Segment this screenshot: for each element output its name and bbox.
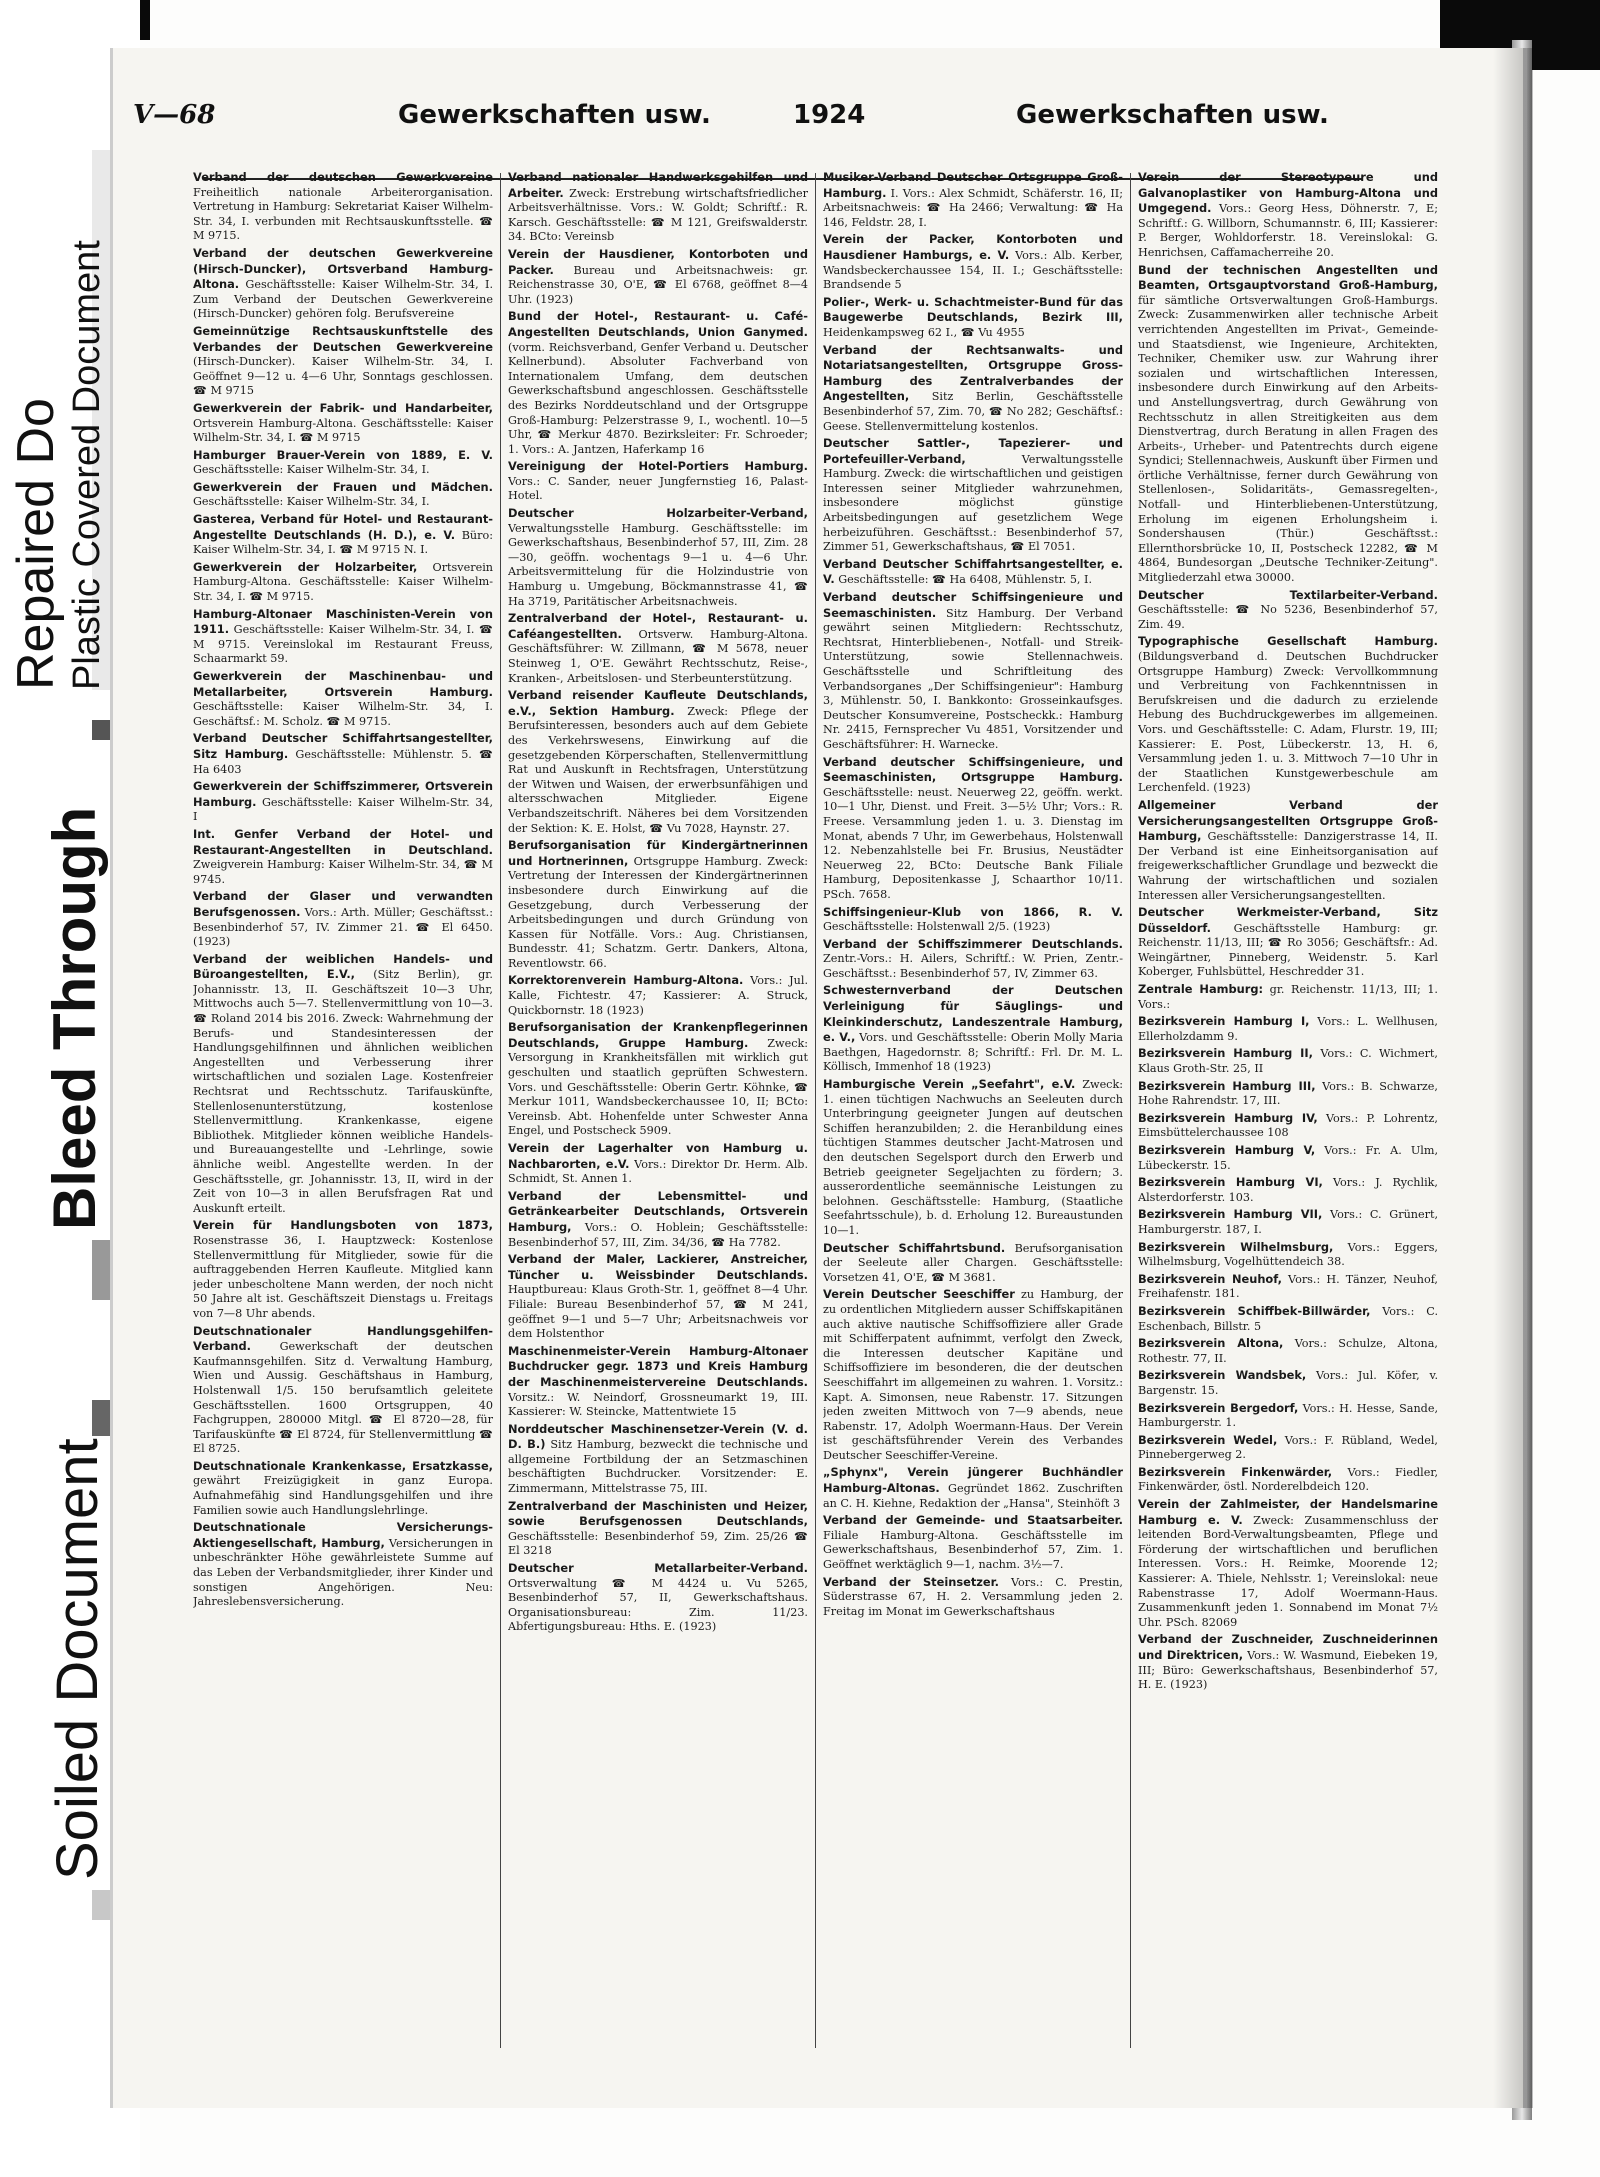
directory-entry	[193, 1459, 493, 1518]
entry-title: Verein der Zahlmeister, der Handelsmarine Hamburg e. V.	[1138, 1497, 1438, 1527]
entry-text: Geschäftsstelle: Danzigerstrasse 14, II. Der Verband ist eine Einheitsorganisation auf freigewerkschaftlicher Grundlage und bezweckt die Wahrung der wirtschaftlichen und sozialen Interessen aller Versicherungsangestellten.	[1138, 830, 1438, 902]
entry-title: Verband der Rechtsanwalts- und Notariatsangestellten, Ortsgruppe Gross-Hamburg des Zentralverbandes der Angestellten,	[823, 342, 1123, 404]
directory-entry	[508, 247, 808, 307]
entry-text: Vors.: W. Wasmund, Eiebeken 19, III; Büro: Gewerkschaftshaus, Besenbinderhof 57, H. E. (1923)	[1138, 1649, 1438, 1692]
entry-text: (Sitz Berlin), gr. Johannisstr. 13, II. Geschäftszeit 10—3 Uhr, Mittwochs auch 5—7. Stellenvermittlung von 10—3. ☎ Roland 2014 bis 2016. Zweck: Wahrnehmung der Berufs- und Standesinteressen der Handlungsgehilfinnen und ähnlichen weiblichen Angestellten und Verbesserung ihrer wirtschaftlichen und sozialen Lage. Kostenfreier Rechtsrat und Rechtsschutz. Tarifauskünfte, Stellenlosenunterstützung, kostenlose Stellenvermittlung. Krankenkasse, eigene Bibliothek. Mitglieder können weibliche Handels- und Bureauangestellte und -Lehrlinge, sowie ähnliche weibl. Angestellte werden. In der Geschäftsstelle, gr. Johannisstr. 13, II, wird in der Zeit von 10—3 in allen Berufsfragen Rat und Auskunft erteilt.	[193, 968, 493, 1215]
entry-title: Schiffsingenieur-Klub von 1866, R. V.	[823, 904, 1123, 919]
entry-title: Verein der Packer, Kontorboten und Hausdiener Hamburgs, e. V.	[823, 232, 1123, 262]
entry-title: Gemeinnützige Rechtsauskunftstelle des Verbandes der Deutschen Gewerkvereine	[193, 323, 493, 354]
entry-title: Bezirksverein Bergedorf,	[1138, 1400, 1299, 1415]
directory-entry	[823, 905, 1123, 935]
entry-title: Verband Deutscher Schiffahrtsangestellter, Sitz Hamburg.	[193, 731, 493, 761]
entry-text: zu Hamburg, der zu ordentlichen Mitgliedern ausser Schiffskapitänen auch aktive nautische Schiffsoffiziere aller Grade mit Schifferpatent aufnimmt, verfolgt den Zweck, die Interessen deutscher Kapitäne und Schiffsoffiziere im besonderen, die der deutschen Seeschiffahrt im allgemeinen zu wahren. 1. Vorsitz.: Kapt. A. Simonsen, neue Rabenstr. 17. Sitzungen jeden zweiten Mittwoch von 7—9 abends, neue Rabenstr. 17, Adolph Woermann-Haus. Der Verein ist geschäftsführender Verein des Verbandes Deutscher Seeschiffer-Vereine.	[823, 1288, 1123, 1462]
entry-text: Vors.: C. Eschenbach, Billstr. 5	[1138, 1304, 1438, 1333]
entry-title: Musiker-Verband Deutscher Ortsgruppe Groß-Hamburg.	[823, 170, 1123, 200]
entry-title: Deutscher Metallarbeiter-Verband.	[508, 1561, 808, 1576]
column-rule	[500, 173, 501, 2048]
entry-text: Vors.: H. Tänzer, Neuhof, Freihafenstr. 181.	[1138, 1272, 1438, 1301]
directory-entry	[193, 401, 493, 446]
entry-title: Berufsorganisation für Kindergärtnerinnen und Hortnerinnen,	[508, 838, 808, 868]
directory-entry	[1138, 1465, 1438, 1495]
directory-entry	[1138, 1368, 1438, 1398]
entry-title: Bezirksverein Hamburg IV,	[1138, 1110, 1318, 1125]
directory-entry	[508, 1252, 808, 1342]
entry-title: Bezirksverein Hamburg VII,	[1138, 1207, 1323, 1222]
entry-text: Geschäftsstelle: Kaiser Wilhelm-Str. 34, I	[193, 795, 493, 824]
entry-title: Verein der Stereotypeure und Galvanoplastiker von Hamburg-Altona und Umgegend.	[1138, 170, 1438, 216]
entry-text: Zweigverein Hamburg: Kaiser Wilhelm-Str. 34, ☎ M 9745.	[193, 858, 493, 886]
entry-title: Verband der deutschen Gewerkvereine	[193, 170, 493, 184]
label-repaired-document: Repaired Do	[7, 398, 65, 690]
directory-entry	[508, 459, 808, 504]
entry-title: Korrektorenverein Hamburg-Altona.	[508, 973, 744, 988]
entry-title: Deutscher Werkmeister-Verband, Sitz Düsseldorf.	[1138, 905, 1438, 935]
directory-entry	[1138, 1240, 1438, 1270]
entry-title: Vereinigung der Hotel-Portiers Hamburg.	[508, 459, 808, 474]
entry-title: Verband der Schiffszimmerer Deutschlands.	[823, 936, 1123, 951]
directory-entry	[1138, 170, 1438, 261]
directory-entry	[1138, 1175, 1438, 1205]
directory-entry	[1138, 1336, 1438, 1366]
directory-entry	[193, 560, 493, 605]
entry-title: Deutschnationale Versicherungs-Aktiengesellschaft, Hamburg,	[193, 1520, 493, 1550]
page-number: V—68	[133, 100, 216, 130]
entry-title: Bezirksverein Neuhof,	[1138, 1271, 1282, 1286]
entry-title: Bezirksverein Finkenwärder,	[1138, 1464, 1333, 1479]
entry-text: für sämtliche Ortsverwaltungen Groß-Hamburgs. Zweck: Zusammenwirken aller technische Arbeit verrichtenden Angestellten im Privat-, Gemeinde- und Staatsdienst, wie Ingenieure, Architekten, Techniker, Chemiker usw. zur Wahrung ihrer sozialen und wirtschaftlichen Interessen, insbesondere durch Einwirkung auf den Arbeits- und Anstellungsvertrag, durch Gewährung von Rechtsschutz in allen Streitigkeiten aus dem Dienstvertrag, durch Beratung in allen Fragen des Arbeits-, Urheber- und Patentrechts durch eigene Syndici; Stellennachweis, Auskunft über Firmen und örtliche Verhältnisse, ferner durch Gewährung von Stellenlosen-, Solidaritäts-, Gemassregelten-, Notfall- und Hinterbliebenen-Unterstützung, Erholung im eigenen Erholungsheim i. Sondershausen (Thür.) Geschäftsst.: Ellernthorsbrücke 10, II, Postscheck 12282, ☎ M 4864, Bundesorgan „Deutsche Techniker-Zeitung". Mitgliederzahl etwa 30000.	[1138, 293, 1438, 585]
entry-text: Vors.: Arth. Müller; Geschäftsst.: Besenbinderhof 57, IV. Zimmer 21. ☎ El 6450. (1923)	[193, 905, 493, 949]
entry-title: Verein der Lagerhalter von Hamburg u. Nachbarorten, e.V.	[508, 1141, 808, 1171]
entry-text: Ortsgruppe Hamburg. Zweck: Vertretung der Interessen der Kindergärtnerinnen insbesondere durch Einwirkung auf die Gesetzgebung, durch Verbesserung der Arbeitsbedingungen und durch Gründung von Kassen für Notfälle. Vors.: Aug. Christiansen, Bundesstr. 41; Schatzm. Gertr. Dankers, Altona, Reventlowstr. 66.	[508, 854, 808, 970]
entry-text: Zweck: 1. einen tüchtigen Nachwuchs an Seeleuten durch Unterbringung geeigneter Jungen auf deutschen Schiffen heranzubilden; 2. die Heranbildung eines tüchtigen Stammes deutscher Jacht-Matrosen und den deutschen Segelsport durch den Erwerb und Betrieb geeigneter Segeljachten zu fördern; 3. ausserordentliche seemännische Leistungen zu belohnen. Geschäftsstelle: Hamburg, (Staatliche Seefahrtsschule), b. d. Erholung 12. Bureaustunden 10—1.	[823, 1078, 1123, 1237]
directory-entry	[193, 779, 493, 825]
entry-text: Vors.: C. Sander, neuer Jungfernstieg 16, Palast-Hotel.	[508, 474, 808, 503]
directory-entry	[823, 343, 1123, 435]
entry-title: Verband der Glaser und verwandten Berufsgenossen.	[193, 889, 493, 919]
directory-entry	[1138, 588, 1438, 633]
entry-title: Deutscher Sattler-, Tapezierer- und Portefeuiller-Verband,	[823, 436, 1123, 466]
entry-text: Ortsverein Hamburg-Altona. Geschäftsstelle: Kaiser Wilhelm-Str. 34, I. ☎ M 9715.	[193, 560, 493, 604]
entry-title: Berufsorganisation der Krankenpflegerinnen Deutschlands, Gruppe Hamburg.	[508, 1020, 808, 1050]
directory-entry	[1138, 1433, 1438, 1463]
directory-entry	[193, 480, 493, 510]
entry-title: Allgemeiner Verband der Versicherungsangestellten Ortsgruppe Groß-Hamburg,	[1138, 797, 1438, 844]
directory-entry	[823, 937, 1123, 982]
entry-title: Bezirksverein Wandsbek,	[1138, 1368, 1307, 1383]
directory-entry	[508, 309, 808, 457]
entry-title: Gewerkverein der Maschinenbau- und Metallarbeiter, Ortsverein Hamburg.	[193, 669, 493, 699]
entry-text: Geschäftsstelle: Kaiser Wilhelm-Str. 34, I. ☎ M 9715. Vereinslokal im Restaurant Freuss, Schaarmarkt 59.	[193, 623, 493, 666]
directory-entry	[508, 688, 808, 836]
entry-title: Hamburg-Altonaer Maschinisten-Verein von 1911.	[193, 606, 493, 637]
entry-title: Verband Deutscher Schiffahrtsangestellter, e. V.	[823, 556, 1123, 587]
entry-text: Hauptbureau: Klaus Groth-Str. 1, geöffnet 8—4 Uhr. Filiale: Bureau Besenbinderhof 57, ☎ M 241, geöffnet 9—1 und 5—7 Uhr; Arbeitsnachweis vor dem Holstenthor	[508, 1283, 808, 1341]
entry-title: Deutscher Holzarbeiter-Verband,	[508, 506, 808, 521]
directory-entry	[193, 607, 493, 667]
entry-title: Typographische Gesellschaft Hamburg.	[1138, 634, 1438, 649]
directory-entry	[823, 1287, 1123, 1463]
directory-entry	[823, 1241, 1123, 1286]
directory-entry	[823, 557, 1123, 588]
entry-text: Vors.: Jul. Kalle, Fichtestr. 47; Kassierer: A. Struck, Quickbornstr. 18 (1923)	[508, 974, 808, 1017]
directory-entry	[508, 170, 808, 245]
entry-text: Versicherungen in unbeschränkter Höhe gewährleistete Summe auf das Leben der Verbandsmitglieder, ihrer Kinder und sonstigen Angehörigen. Neu: Jahreslebensversicherung.	[193, 1536, 493, 1609]
directory-entry	[193, 1324, 493, 1457]
entry-title: Zentralverband der Maschinisten und Heizer, sowie Berufsgenossen Deutschlands,	[508, 1498, 808, 1529]
directory-entry	[193, 246, 493, 322]
entry-title: Bezirksverein Hamburg VI,	[1138, 1175, 1323, 1190]
directory-entry	[1138, 1014, 1438, 1044]
entry-title: Verband der deutschen Gewerkvereine (Hirsch-Duncker), Ortsverband Hamburg-Altona.	[193, 245, 493, 292]
entry-title: Bezirksverein Hamburg III,	[1138, 1078, 1316, 1093]
entry-text: Vors.: H. Hesse, Sande, Hamburgerstr. 1.	[1138, 1401, 1438, 1430]
label-soiled-document: Soiled Document	[45, 1438, 110, 1880]
entry-text: Heidenkampsweg 62 I., ☎ Vu 4955	[823, 325, 1025, 339]
entry-text: Ortsverw. Hamburg-Altona. Geschäftsführer: W. Zillmann, ☎ M 5678, neuer Steinweg 1, O'E. Gewährt Rechtsschutz, Reise-, Kranken-, Arbeitslosen- und Sterbeunterstützung.	[508, 627, 808, 685]
entry-title: Verband der Lebensmittel- und Getränkearbeiter Deutschlands, Ortsverein Hamburg,	[508, 1188, 808, 1234]
directory-entry	[823, 232, 1123, 292]
directory-entry	[1138, 1632, 1438, 1692]
entry-text: Geschäftsstelle: Holstenwall 2/5. (1923)	[823, 920, 1051, 934]
entry-title: Verband der weiblichen Handels- und Büroangestellten, E.V.,	[193, 951, 493, 982]
directory-entry	[508, 506, 808, 609]
binding-shadow	[1493, 48, 1533, 2108]
directory-entry	[508, 1499, 808, 1559]
entry-text: Ortsverwaltung ☎ M 4424 u. Vu 5265, Besenbinderhof 57, II, Gewerkschaftshaus. Organisationsbureau: Zim. 11/23. Abfertigungsbureau: Hths. E. (1923)	[508, 1576, 808, 1634]
directory-entry	[1138, 1497, 1438, 1630]
entry-text: Bureau und Arbeitsnachweis: gr. Reichenstrasse 30, O'E, ☎ El 6768, geöffnet 8—4 Uhr. (1923)	[508, 263, 808, 306]
entry-text: (Bildungsverband d. Deutschen Buchdrucker Ortsgruppe Hamburg) Zweck: Vervollkommnung und Verbreitung von Fachkenntnissen in Berufskreisen und die dadurch zu erzielende Hebung des Buchdruckgewerbes im allgemeinen. Vors. und Geschäftsstelle: C. Adam, Flurstr. 19, III; Kassierer: E. Post, Lübeckerstr. 13, H. 6, Versammlung jeden 1. u. 3. Mittwoch 7—10 Uhr in der Staatlichen Kunstgewerbeschule am Lerchenfeld. (1923)	[1138, 650, 1438, 795]
entry-text: Vors.: P. Lohrentz, Eimsbüttelerchaussee 108	[1138, 1111, 1438, 1140]
directory-entry	[823, 170, 1123, 230]
entry-title: Zentralverband der Hotel-, Restaurant- u. Caféangestellten.	[508, 611, 808, 641]
directory-entry	[1138, 1111, 1438, 1141]
entry-title: Bezirksverein Altona,	[1138, 1336, 1284, 1351]
directory-entry	[1138, 1304, 1438, 1334]
directory-entry	[1138, 1046, 1438, 1076]
entry-title: Verein der Hausdiener, Kontorboten und Packer.	[508, 246, 808, 277]
entry-text: Geschäftsstelle Hamburg: gr. Reichenstr. 11/13, III; ☎ Ro 3056; Geschäftsfr.: Ad. Weingärtner, Pinneberg, Weidenstr. 5. Karl Koberger, Fuhlsbüttel, Heschredder 31.	[1138, 921, 1438, 979]
directory-entry	[1138, 1401, 1438, 1431]
entry-text: Vors.: Georg Hess, Döhnerstr. 7, E; Schriftf.: G. Willborn, Schumannstr. 6, III; Kassierer: P. Berger, Wohldorferstr. 18. Vereinslokal: G. Henrichsen, Caffamacherreihe 20.	[1138, 202, 1438, 259]
directory-entry	[508, 1344, 808, 1420]
entry-title: Hamburger Brauer-Verein von 1889, E. V.	[193, 447, 493, 462]
column-4	[1138, 170, 1438, 2050]
entry-text: Ortsverein Hamburg-Altona. Geschäftsstelle: Kaiser Wilhelm-Str. 34, I. ☎ M 9715	[193, 416, 493, 445]
entry-title: Verband der Gemeinde- und Staatsarbeiter.	[823, 1513, 1123, 1528]
entry-title: Deutschnationale Krankenkasse, Ersatzkasse,	[193, 1458, 493, 1473]
entry-title: Verband nationaler Handwerksgehilfen und Arbeiter.	[508, 170, 808, 200]
entry-text: Gegründet 1862. Zuschriften an C. H. Kiehne, Redaktion der „Hansa", Steinhöft 3	[823, 1482, 1123, 1510]
directory-entry	[193, 889, 493, 949]
entry-title: Schwesternverband der Deutschen Verleinigung für Säuglings- und Kleinkinderschutz, Landeszentrale Hamburg, e. V.,	[823, 983, 1123, 1045]
directory-entry	[823, 590, 1123, 753]
directory-entry	[193, 170, 493, 244]
entry-text: Verwaltungsstelle Hamburg. Geschäftsstelle: im Gewerkschaftshaus, Besenbinderhof 57, III, Zim. 28—30, geöffn. wochentags 9—1 u. 4—6 Uhr. Arbeitsvermittelung für die Holzindustrie von Hamburg u. Umgebung, Böckmannstrasse 41, ☎ Ha 3719, Paritätischer Arbeitsnachweis.	[508, 521, 808, 608]
directory-entry	[1138, 1079, 1438, 1109]
directory-entry	[1138, 982, 1438, 1012]
entry-title: Maschinenmeister-Verein Hamburg-Altonaer Buchdrucker gegr. 1873 und Kreis Hamburg der Maschinenmeistervereine Deutschlands.	[508, 1343, 808, 1389]
entry-text: gr. Reichenstr. 11/13, III; 1. Vors.:	[1138, 983, 1438, 1011]
entry-text: Sitz Hamburg, bezweckt die technische und allgemeine Fortbildung der an Setzmaschinen beschäftigten Buchdrucker. Vorsitzender: E. Zimmermann, Mittelstrasse 75, III.	[508, 1438, 808, 1496]
entry-title: Verband reisender Kaufleute Deutschlands, e.V., Sektion Hamburg.	[508, 688, 808, 718]
entry-title: Bezirksverein Wilhelmsburg,	[1138, 1239, 1334, 1254]
directory-entry	[823, 1077, 1123, 1239]
entry-text: gewährt Freizügigkeit in ganz Europa. Aufnahmefähig sind Handlungsgehilfen und ihre Familien sowie auch Handlungslehrlinge.	[193, 1474, 493, 1517]
directory-entry	[823, 436, 1123, 555]
directory-entry	[1138, 905, 1438, 980]
entry-title: Bezirksverein Hamburg I,	[1138, 1014, 1310, 1029]
entry-text: Geschäftsstelle: Mühlenstr. 5. ☎ Ha 6403	[193, 747, 493, 776]
entry-title: Norddeutscher Maschinensetzer-Verein (V. d. D. B.)	[508, 1421, 808, 1452]
directory-page	[110, 48, 1527, 2108]
entry-title: Hamburgische Verein „Seefahrt", e.V.	[823, 1077, 1076, 1092]
directory-entry	[193, 731, 493, 777]
running-title-right: Gewerkschaften usw.	[1016, 100, 1329, 130]
entry-text: Vors. und Geschäftsstelle: Oberin Molly Maria Baethgen, Hagedornstr. 8; Schriftf.: Frl. Dr. M. L. Köllisch, Immenhof 18 (1923)	[823, 1031, 1123, 1074]
entry-text: Gewerkschaft der deutschen Kaufmannsgehilfen. Sitz d. Verwaltung Hamburg, Wien und Aussig. Geschäftshaus in Hamburg, Holstenwall 1/5. 150 berufsamtlich geleitete Geschäftsstellen. 1600 Ortsgruppen, 40 Fachgruppen, 280000 Mitgl. ☎ El 8720—28, für Tarifauskünfte ☎ El 8724, für Stellenvermittlung ☎ El 8725.	[193, 1340, 493, 1456]
entry-title: Deutscher Schiffahrtsbund.	[823, 1240, 1006, 1255]
entry-title: Gewerkverein der Holzarbeiter,	[193, 559, 418, 574]
entry-text: Vors.: C. Grünert, Hamburgerstr. 187, I.	[1138, 1208, 1438, 1236]
running-title-left: Gewerkschaften usw.	[398, 100, 711, 130]
entry-text: Verwaltungsstelle Hamburg. Zweck: die wirtschaftlichen und geistigen Interessen seiner Mitglieder wahrzunehmen, insbesondere möglichst günstige Arbeitsbedingungen auf gesetzlichem Wege herbeizuführen. Geschäftsst.: Besenbinderhof 57, Zimmer 51, Gewerkschaftshaus, ☎ El 7051.	[823, 452, 1123, 554]
entry-text: Vors.: C. Wichmert, Klaus Groth-Str. 25, II	[1138, 1047, 1438, 1076]
entry-title: Gewerkverein der Frauen und Mädchen.	[193, 479, 493, 494]
entry-text: Geschäftsstelle: Besenbinderhof 59, Zim. 25/26 ☎ El 3218	[508, 1529, 808, 1558]
entry-text: Vors.: Alb. Kerber, Wandsbeckerchaussee 154, II. I.; Geschäftsstelle: Brandsende 5	[823, 248, 1123, 292]
entry-text: Zweck: Pflege der Berufsinteressen, besonders auch auf dem Gebiete des Verkehrswesens, Einwirkung auf die gesetzgebenden Körperschaften, Stellenvermittlung Rat und Auskunft in Rechtsfragen, Unterstützung der Witwen und Waisen, der erwerbsunfähigen und altersschwachen Mitglieder. Eigene Verbandszeitschrift. Näheres bei dem Vorsitzenden der Sektion: K. E. Holst, ☎ Vu 7028, Haynstr. 27.	[508, 704, 808, 835]
directory-entry	[193, 324, 493, 399]
directory-entry	[508, 611, 808, 686]
directory-entry	[193, 952, 493, 1217]
entry-title: Deutschnationaler Handlungsgehilfen-Verband.	[193, 1323, 493, 1354]
entry-text: Freiheitlich nationale Arbeiterorganisation. Vertretung in Hamburg: Sekretariat Kaiser Wilhelm-Str. 34, I. verbunden mit Rechtsauskunftsstelle. ☎ M 9715.	[193, 185, 493, 243]
directory-entry	[508, 1141, 808, 1187]
entry-title: Bezirksverein Wedel,	[1138, 1432, 1278, 1447]
entry-text: (vorm. Reichsverband, Genfer Verband u. Deutscher Kellnerbund). Absoluter Fachverband von Internationalem Umfang, dem deutschen Gewerkschaftsbund angeschlossen. Geschäftsstelle des Bezirks Norddeutschland und der Ortsgruppe Groß-Hamburg: Pelzerstrasse 9, I., wochentl. 10—5 Uhr, ☎ Merkur 4870. Bezirksleiter: Fr. Schroeder; 1. Vors.: A. Jantzen, Haferkamp 16	[508, 340, 808, 456]
entry-text: Vors.: F. Rübland, Wedel, Pinnebergerweg 2.	[1138, 1433, 1438, 1462]
year-heading: 1924	[793, 100, 866, 130]
directory-entry	[193, 827, 493, 887]
directory-entry	[823, 755, 1123, 903]
entry-title: Bezirksverein Hamburg V,	[1138, 1143, 1316, 1157]
entry-text: Geschäftsstelle: Kaiser Wilhelm-Str. 34, I. Zum Verband der Deutschen Gewerkvereine (Hirsch-Duncker) gehören folg. Berufsvereine	[193, 278, 493, 321]
directory-entry	[823, 983, 1123, 1075]
directory-entry	[1138, 798, 1438, 903]
entry-title: Verband der Zuschneider, Zuschneiderinnen und Direktricen,	[1138, 1632, 1438, 1662]
entry-text: Vors.: C. Prestin, Süderstrasse 67, H. 2. Versammlung jeden 2. Freitag im Monat im Gewerkschaftshaus	[823, 1575, 1123, 1618]
directory-entry	[193, 448, 493, 478]
entry-title: Gewerkverein der Fabrik- und Handarbeiter,	[193, 400, 493, 415]
directory-entry	[508, 1189, 808, 1250]
entry-title: Verband der Maler, Lackierer, Anstreicher, Tüncher u. Weissbinder Deutschlands.	[508, 1252, 808, 1282]
entry-text: Vors.: O. Hoblein; Geschäftsstelle: Besenbinderhof 57, III, Zim. 34/36, ☎ Ha 7782.	[508, 1220, 808, 1249]
directory-entry	[823, 1575, 1123, 1620]
column-1	[193, 170, 493, 2050]
entry-title: Zentrale Hamburg:	[1138, 982, 1264, 997]
entry-title: Bund der technischen Angestellten und Beamten, Ortsgauptvorstand Groß-Hamburg,	[1138, 262, 1438, 293]
entry-title: Bund der Hotel-, Restaurant- u. Café-Angestellten Deutschlands, Union Ganymed.	[508, 309, 808, 339]
directory-entry	[1138, 634, 1438, 796]
entry-text: Vors.: Eggers, Wilhelmsburg, Vogelhüttendeich 38.	[1138, 1240, 1438, 1269]
entry-text: Vors.: B. Schwarze, Hohe Rahrendstr. 17, III.	[1138, 1079, 1438, 1108]
directory-entry	[1138, 1272, 1438, 1302]
entry-text: Geschäftsstelle: Kaiser Wilhelm-Str. 34, I. Geschäftsf.: M. Scholz. ☎ M 9715.	[193, 700, 493, 728]
entry-title: Verein Deutscher Seeschiffer	[823, 1287, 1015, 1302]
entry-title: Bezirksverein Schiffbek-Billwärder,	[1138, 1303, 1371, 1318]
entry-text: Zentr.-Vors.: H. Ailers, Schriftf.: W. Prien, Zentr.-Geschäftsst.: Besenbinderhof 57, IV, Zimmer 63.	[823, 952, 1123, 980]
entry-text: Vors.: Fiedler, Finkenwärder, östl. Norderelbdeich 120.	[1138, 1465, 1438, 1494]
entry-title: Verein für Handlungsboten von 1873,	[193, 1218, 493, 1233]
entry-text: Berufsorganisation der Seeleute aller Chargen. Geschäftsstelle: Vorsetzen 41, O'E, ☎ M 3681.	[823, 1241, 1123, 1284]
entry-text: Vorsitz.: W. Neindorf, Grossneumarkt 19, III. Kassierer: W. Steincke, Mattentwiete 15	[508, 1390, 808, 1419]
entry-text: Sitz Berlin, Geschäftsstelle Besenbinderhof 57, Zim. 70, ☎ No 282; Geschäftsf.: Geese. Stellenvermittelung kostenlos.	[823, 390, 1123, 433]
label-plastic-covered-document: Plastic Covered Document	[66, 240, 108, 690]
directory-entry	[1138, 1207, 1438, 1237]
entry-text: Geschäftsstelle: Kaiser Wilhelm-Str. 34, I.	[193, 495, 430, 509]
column-3	[823, 170, 1123, 2050]
directory-entry	[823, 1465, 1123, 1511]
directory-entry	[508, 1561, 808, 1635]
entry-text: Sitz Hamburg. Der Verband gewährt seinen Mitgliedern: Rechtsschutz, Rechtsrat, Hinterbliebenen-, Notfall- und Streik-Unterstützung, sowie Stellennachweis. Geschäftsstelle und Schriftleitung des Verbandsorganes „Der Schiffsingenieur": Hamburg 3, Mühlenstr. 50, I. Bankkonto: Grosseinkaufsges. Deutscher Konsumvereine, Postscheckk.: Hamburg Nr. 2415, Fernsprecher Vu 4851, Vorsitzender und Geschäftsführer: H. Warnecke.	[823, 606, 1123, 751]
directory-entry	[508, 1422, 808, 1497]
column-2	[508, 170, 808, 2050]
entry-title: „Sphynx", Verein jüngerer Buchhändler Hamburg-Altonas.	[823, 1465, 1123, 1496]
entry-text: Vors.: L. Wellhusen, Ellerholzdamm 9.	[1138, 1015, 1438, 1043]
directory-entry	[508, 973, 808, 1018]
entry-text: (Hirsch-Duncker). Kaiser Wilhelm-Str. 34, I. Geöffnet 9—12 u. 4—6 Uhr, Sonntags geschlossen. ☎ M 9715	[193, 355, 493, 398]
entry-text: Zweck: Zusammenschluss der leitenden Bord-Verwaltungsbeamten, Pflege und Förderung der wirtschaftlichen und beruflichen Interessen. Vors.: H. Reimke, Moorende 12; Kassierer: A. Thiele, Nehlsstr. 1; Vereinslokal: neue Rabenstrasse 17, Adolf Woermann-Haus. Zusammenkunft jeden 1. Sonnabend im Monat 7½ Uhr. PSch. 82069	[1138, 1513, 1438, 1629]
entry-title: Gasterea, Verband für Hotel- und Restaurant-Angestellte Deutschlands (H. D.), e. V.	[193, 512, 493, 542]
entry-title: Int. Genfer Verband der Hotel- und Restaurant-Angestellten in Deutschland.	[193, 826, 493, 857]
entry-title: Verband der Steinsetzer.	[823, 1574, 999, 1589]
entry-title: Verband deutscher Schiffsingenieure und Seemaschinisten.	[823, 590, 1123, 620]
entry-title: Deutscher Textilarbeiter-Verband.	[1138, 587, 1438, 602]
column-rule	[1130, 173, 1131, 2048]
entry-text: I. Vors.: Alex Schmidt, Schäferstr. 16, II; Arbeitsnachweis: ☎ Ha 2466; Verwaltung: ☎ Ha 146, Feldstr. 28, I.	[823, 186, 1123, 229]
entry-text: Vors.: Direktor Dr. Herm. Alb. Schmidt, St. Annen 1.	[508, 1157, 808, 1186]
directory-entry	[193, 1218, 493, 1321]
label-bleed-through: Bleed Through	[41, 806, 108, 1230]
directory-entry	[508, 1020, 808, 1139]
directory-entry	[193, 1520, 493, 1610]
directory-entry	[823, 1513, 1123, 1572]
entry-text: Geschäftsstelle: neust. Neuerweg 22, geöffn. werkt. 10—1 Uhr, Dienst. und Freit. 3—5½ Uhr; Vors.: R. Freese. Versammlung jeden 1. u. 3. Dienstag im Monat, abends 7 Uhr, im Gewerbehaus, Holstenwall 12. Nebenzahlstelle bei Fr. Brusius, Neustädter Neuerweg 22, BCto: Deutsche Bank Filiale Hamburg, Depositenkasse J, Schaarthor 10/11. PSch. 7658.	[823, 785, 1123, 901]
entry-text: Zweck: Erstrebung wirtschaftsfriedlicher Arbeitsverhältnisse. Vors.: W. Goldt; Schriftf.: R. Karsch. Geschäftsstelle: ☎ M 121, Greifswalderstr. 34. BCto: Vereinsb	[508, 186, 808, 244]
entry-title: Polier-, Werk- u. Schachtmeister-Bund für das Baugewerbe Deutschlands, Bezirk III,	[823, 294, 1123, 325]
entry-text: Geschäftsstelle: ☎ No 5236, Besenbinderhof 57, Zim. 49.	[1138, 603, 1438, 631]
directory-entry	[193, 669, 493, 729]
entry-text: Vors.: Jul. Köfer, v. Bargenstr. 15.	[1138, 1369, 1438, 1397]
column-rule	[815, 173, 816, 2048]
entry-text: Geschäftsstelle: Kaiser Wilhelm-Str. 34, I.	[193, 463, 430, 477]
entry-title: Verband deutscher Schiffsingenieure, und Seemaschinisten, Ortsgruppe Hamburg.	[823, 754, 1123, 785]
entry-text: Filiale Hamburg-Altona. Geschäftsstelle im Gewerkschaftshaus, Besenbinderhof 57, Zim. 1. Geöffnet werktäglich 9—1, nachm. 3½—7.	[823, 1528, 1123, 1572]
entry-title: Bezirksverein Hamburg II,	[1138, 1046, 1313, 1061]
directory-entry	[823, 295, 1123, 341]
entry-text: Vors.: Schulze, Altona, Rothestr. 77, II.	[1138, 1337, 1438, 1365]
entry-text: Vors.: Fr. A. Ulm, Lübeckerstr. 15.	[1138, 1144, 1438, 1172]
directory-entry	[193, 512, 493, 558]
entry-text: Rosenstrasse 36, I. Hauptzweck: Kostenlose Stellenvermittlung für Mitglieder, sowie für die auftraggebenden Herren Kaufleute. Mitglied kann jeder unbescholtene Mann werden, der noch nicht 50 Jahre alt ist. Geschäftszeit Dienstags u. Freitags von 7—8 Uhr abends.	[193, 1233, 493, 1320]
directory-entry	[508, 838, 808, 971]
directory-entry	[1138, 1143, 1438, 1173]
entry-text: Vors.: J. Rychlik, Alsterdorferstr. 103.	[1138, 1176, 1438, 1204]
entry-text: Geschäftsstelle: ☎ Ha 6408, Mühlenstr. 5, I.	[834, 573, 1093, 587]
entry-title: Gewerkverein der Schiffszimmerer, Ortsverein Hamburg.	[193, 779, 493, 809]
directory-entry	[1138, 263, 1438, 586]
entry-text: Büro: Kaiser Wilhelm-Str. 34, I. ☎ M 9715 N. I.	[193, 528, 493, 557]
entry-text: Zweck: Versorgung in Krankheitsfällen mit wirklich gut geschulten und staatlich geprüften Schwestern. Vors. und Geschäftsstelle: Oberin Gertr. Köhnke, ☎ Merkur 1011, Wandsbeckerchaussee 10, II; BCto: Vereinsb. Abt. Hohenfelde unter Schwester Anna Engel, und Postscheck 5909.	[508, 1036, 808, 1138]
